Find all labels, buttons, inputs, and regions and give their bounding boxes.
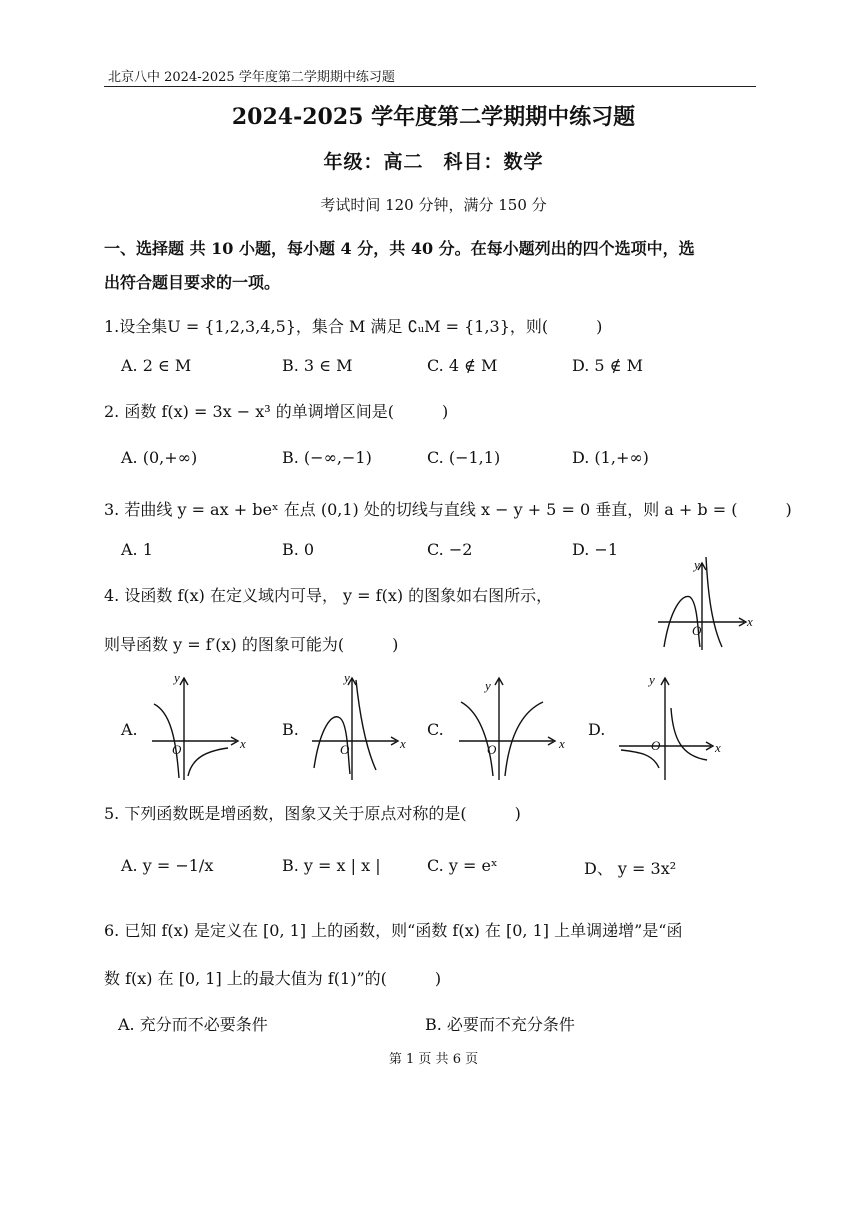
page-footer: 第 1 页 共 6 页	[388, 1052, 479, 1067]
question-4-option-a: A.	[121, 720, 138, 739]
question-1-option-b: B. 3 ∈ M	[282, 356, 353, 375]
question-5-option-a: A. y = −1/x	[121, 856, 214, 875]
question-1-option-c: C. 4 ∉ M	[427, 356, 498, 375]
curve-right	[706, 557, 722, 647]
origin-label: O	[172, 742, 182, 757]
x-axis-label: x	[747, 614, 753, 629]
option-d-graph	[615, 668, 725, 783]
question-3-option-b: B. 0	[282, 540, 315, 559]
curve-right	[356, 680, 376, 770]
question-1-option-a: A. 2 ∈ M	[121, 356, 192, 375]
x-axis-label: x	[240, 736, 246, 751]
y-axis-label: y	[174, 670, 180, 685]
section-heading-line1: 一、选择题 共 10 小题，每小题 4 分，共 40 分。在每小题列出的四个选项中，选	[104, 239, 695, 258]
question-2-option-a: A. (0,+∞)	[121, 448, 198, 467]
curve-right	[671, 708, 707, 760]
question-3-stem: 3. 若曲线 y = ax + beˣ 在点 (0,1) 处的切线与直线 x − y + 5 = 0 垂直，则 a + b = ( )	[104, 500, 792, 519]
y-axis-label: y	[694, 557, 700, 572]
header-divider	[104, 86, 756, 87]
x-axis-label: x	[559, 736, 565, 751]
question-5-option-d: D、 y = 3x²	[584, 859, 677, 878]
question-1-stem: 1.设全集U = {1,2,3,4,5}，集合 M 满足 ∁ᵤM = {1,3}，则( )	[104, 317, 603, 336]
x-axis-label: x	[715, 740, 721, 755]
question-6-option-b: B. 必要而不充分条件	[425, 1015, 575, 1034]
y-axis-label: y	[485, 678, 491, 693]
origin-label: O	[651, 738, 661, 753]
question-6-option-a: A. 充分而不必要条件	[118, 1015, 268, 1034]
question-5-option-c: C. y = eˣ	[427, 856, 498, 875]
question-3-option-d: D. −1	[572, 540, 619, 559]
option-a-graph	[148, 668, 258, 783]
header-school-line: 北京八中 2024-2025 学年度第二学期期中练习题	[108, 70, 395, 85]
y-axis-label: y	[344, 670, 350, 685]
question-4-reference-graph	[650, 555, 760, 655]
origin-label: O	[487, 742, 497, 757]
question-2-option-b: B. (−∞,−1)	[282, 448, 372, 467]
question-2-stem: 2. 函数 f(x) = 3x − x³ 的单调增区间是( )	[104, 402, 449, 421]
x-axis-label: x	[400, 736, 406, 751]
question-4-option-c: C.	[427, 720, 444, 739]
curve-right	[188, 748, 228, 776]
question-6-stem-line1: 6. 已知 f(x) 是定义在 [0, 1] 上的函数，则“函数 f(x) 在 [0, 1] 上单调递增”是“函	[104, 921, 683, 940]
question-5-stem: 5. 下列函数既是增函数，图象又关于原点对称的是( )	[104, 804, 521, 823]
curve-left	[461, 702, 493, 776]
section-heading-line2: 出符合题目要求的一项。	[104, 273, 281, 292]
question-4-option-b: B.	[282, 720, 299, 739]
question-2-option-c: C. (−1,1)	[427, 448, 501, 467]
question-2-option-d: D. (1,+∞)	[572, 448, 649, 467]
question-1-option-d: D. 5 ∉ M	[572, 356, 644, 375]
question-4-stem-line1: 4. 设函数 f(x) 在定义域内可导， y = f(x) 的图象如右图所示，	[104, 586, 553, 605]
grade-subject: 年级：高二 科目：数学	[323, 151, 544, 173]
question-3-option-a: A. 1	[121, 540, 153, 559]
page-title: 2024-2025 学年度第二学期期中练习题	[231, 104, 636, 130]
question-4-option-d: D.	[588, 720, 606, 739]
question-4-stem-line2: 则导函数 y = f′(x) 的图象可能为( )	[104, 635, 399, 654]
origin-label: O	[692, 623, 702, 638]
origin-label: O	[340, 742, 350, 757]
question-6-stem-line2: 数 f(x) 在 [0, 1] 上的最大值为 f(1)”的( )	[104, 969, 442, 988]
option-c-graph	[455, 668, 570, 783]
question-3-option-c: C. −2	[427, 540, 473, 559]
y-axis-label: y	[649, 672, 655, 687]
curve-right	[505, 702, 543, 776]
question-5-option-b: B. y = x | x |	[282, 856, 381, 875]
exam-info: 考试时间 120 分钟，满分 150 分	[320, 196, 547, 214]
option-b-graph	[308, 668, 418, 783]
